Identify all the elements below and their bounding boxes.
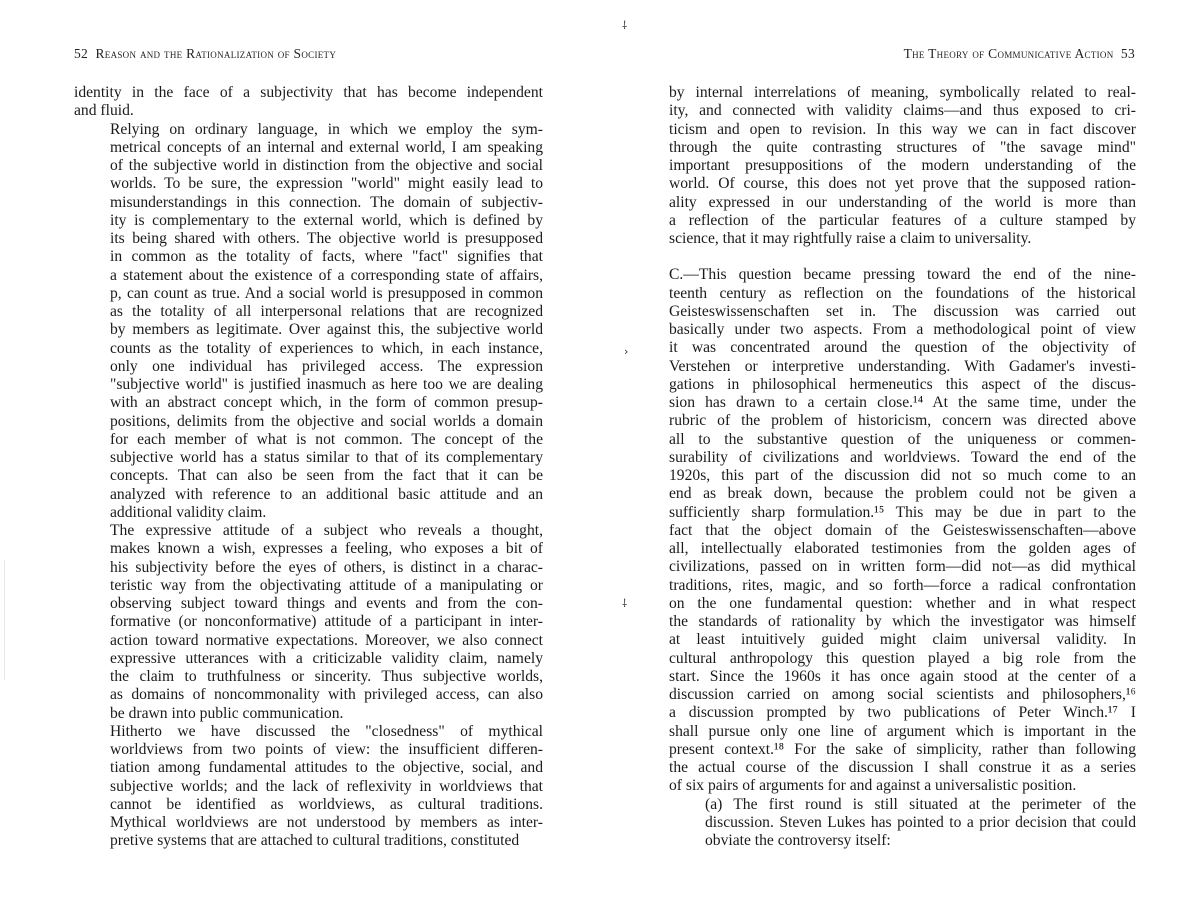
text-line: subjective worlds; and the lack of reflexivity in worldviews that	[110, 777, 543, 795]
text-line: Relying on ordinary language, in which we employ the sym-	[110, 120, 543, 138]
left-running-head	[74, 46, 336, 62]
text-line: gations in philosophical hermeneutics this aspect of the discus-	[669, 375, 1136, 393]
text-line: teristic way from the objectivating attitude of a manipulating or	[110, 576, 543, 594]
text-line: expressive utterances with a criticizable validity claim, namely	[110, 649, 543, 667]
text-line: be drawn into public communication.	[110, 704, 344, 722]
text-line: a reflection of the particular features of a culture stamped by	[669, 211, 1136, 229]
right-page	[600, 0, 1199, 899]
text-line: his subjectivity before the eyes of others, is distinct in a charac-	[110, 558, 543, 576]
paragraph	[669, 796, 1136, 851]
text-line: for each member of what is not common. The concept of the	[110, 430, 543, 448]
text-line: it was concentrated around the question of the objectivity of	[669, 339, 1136, 357]
paragraph	[74, 522, 543, 723]
left-page-number: 52	[74, 46, 89, 61]
text-line: only one individual has privileged access. The expression	[110, 357, 543, 375]
text-line: observing subject toward things and events and from the con-	[110, 595, 543, 612]
paragraph	[669, 84, 1136, 248]
text-line: worldviews from two points of view: the insufficient differen-	[110, 741, 543, 758]
text-line: important presuppositions of the modern understanding of the	[669, 157, 1136, 174]
text-line: science, that it may rightfully raise a claim to universality.	[669, 230, 1032, 247]
text-line: discussion. Steven Lukes has pointed to a prior decision that could	[705, 813, 1136, 831]
text-line: pretive systems that are attached to cultural traditions, constituted	[110, 832, 520, 850]
text-line: "subjective world" is justified inasmuch as here too we are dealing	[110, 376, 543, 393]
text-line: rubric of the problem of historicism, concern was directed above	[669, 412, 1136, 430]
paragraph	[669, 266, 1136, 795]
text-line: Hitherto we have discussed the "closedness" of mythical	[110, 722, 543, 740]
text-line: 1920s, this part of the discussion did not so much come to an	[669, 467, 1136, 484]
text-line: discussion carried on among social scientists and philosophers,¹⁶	[669, 686, 1136, 703]
text-line: by internal interrelations of meaning, symbolically related to real-	[669, 84, 1136, 101]
text-line: ity, and connected with validity claims—and thus exposed to cri-	[669, 102, 1136, 120]
text-line: obviate the controversy itself:	[705, 832, 891, 849]
text-line: Geisteswissenschaften set in. The discussion was carried out	[669, 302, 1136, 320]
text-line: as the totality of all interpersonal relations that are recognized	[110, 303, 543, 320]
text-line: present context.¹⁸ For the sake of simplicity, rather than following	[669, 740, 1136, 758]
text-line: metrical concepts of an internal and external world, I am speaking	[110, 138, 543, 156]
text-line: traditions, rites, magic, and so forth—force a radical confrontation	[669, 576, 1136, 594]
text-line: tiation among fundamental attitudes to the objective, social, and	[110, 759, 543, 777]
paragraph	[74, 84, 543, 121]
text-line: action toward normative expectations. Moreover, we also connect	[110, 631, 543, 649]
text-line: civilizations, passed on in written form—did not—as did mythical	[669, 558, 1136, 576]
text-line: and fluid.	[74, 102, 134, 120]
text-line: p, can count as true. And a social world is presupposed in common	[110, 284, 543, 302]
text-line: teenth century as reflection on the foundations of the historical	[669, 284, 1136, 302]
text-line: makes known a wish, expresses a feeling, who exposes a bit of	[110, 540, 543, 558]
text-line: at least intuitively guided might claim universal validity. In	[669, 631, 1136, 649]
paragraph	[74, 723, 543, 851]
text-line: cannot be identified as worldviews, as cultural traditions.	[110, 795, 543, 813]
right-running-title: The Theory of Communicative Action	[903, 46, 1114, 61]
text-line: end as break down, because the problem could not be given a	[669, 485, 1136, 503]
right-running-head	[904, 46, 1135, 62]
text-line: worlds. To be sure, the expression "world" might easily lead to	[110, 175, 543, 193]
text-line: as domains of noncommonality with privileged access, can also	[110, 686, 543, 704]
text-line: in common as the totality of facts, where "fact" signifies that	[110, 248, 543, 266]
text-line: the actual course of the discussion I shall construe it as a series	[669, 759, 1136, 776]
text-line: by members as legitimate. Over against this, the subjective world	[110, 321, 543, 339]
left-running-title: Reason and the Rationalization of Society	[95, 46, 337, 61]
text-line: on the one fundamental question: whether and in what respect	[669, 594, 1136, 612]
text-line: surability of civilizations and worldviews. Toward the end of the	[669, 448, 1136, 466]
text-line: the claim to truthfulness or sincerity. Thus subjective worlds,	[110, 668, 543, 685]
text-line: (a) The first round is still situated at the perimeter of the	[705, 795, 1136, 813]
text-line: cultural anthropology this question played a big role from the	[669, 649, 1136, 667]
text-line: a statement about the existence of a corresponding state of affairs,	[110, 266, 543, 284]
text-line: C.—This question became pressing toward the end of the nine-	[669, 266, 1136, 284]
text-line: subjective world has a status similar to that of its complementary	[110, 449, 543, 466]
text-line: sufficiently sharp formulation.¹⁵ This may be due in part to the	[669, 503, 1136, 521]
text-line: ity is complementary to the external world, which is defined by	[110, 211, 543, 229]
text-line: shall pursue only one line of argument which is important in the	[669, 722, 1136, 740]
text-line: world. Of course, this does not yet prove that the supposed ration-	[669, 175, 1136, 193]
text-line: additional validity claim.	[110, 503, 267, 521]
right-page-number: 53	[1120, 46, 1135, 61]
text-line: its being shared with others. The objective world is presupposed	[110, 230, 543, 247]
scan-edge-line	[4, 560, 5, 680]
margin-mark-top: ⸸	[622, 19, 628, 32]
text-line: basically under two aspects. From a methodological point of view	[669, 321, 1136, 338]
text-line: identity in the face of a subjectivity that has become independent	[74, 84, 543, 101]
text-line: Mythical worldviews are not understood by members as inter-	[110, 814, 543, 831]
text-line: analyzed with reference to an additional basic attitude and an	[110, 485, 543, 503]
text-line: of six pairs of arguments for and against a universalistic position.	[669, 777, 1077, 795]
margin-mark-middle: ›	[624, 345, 629, 358]
text-line: positions, delimits from the objective and social worlds a domain	[110, 412, 543, 430]
text-line: fact that the object domain of the Geisteswissenschaften—above	[669, 521, 1136, 539]
text-line: counts as the totality of experiences to which, in each instance,	[110, 339, 543, 357]
paragraph	[74, 121, 543, 523]
text-line: sion has drawn to a certain close.¹⁴ At the same time, under the	[669, 394, 1136, 411]
text-line: through the quite contrasting structures of "the savage mind"	[669, 138, 1136, 156]
text-line: all to the substantive question of the uniqueness or commen-	[669, 430, 1136, 448]
left-body-text	[74, 84, 543, 851]
text-line: The expressive attitude of a subject who reveals a thought,	[110, 522, 543, 539]
text-line: formative (or nonconformative) attitude of a participant in inter-	[110, 613, 543, 631]
text-line: a discussion prompted by two publications of Peter Winch.¹⁷ I	[669, 704, 1136, 722]
text-line: ticism and open to revision. In this way we can in fact discover	[669, 120, 1136, 138]
text-line: with an abstract concept which, in the form of common presup-	[110, 394, 543, 412]
right-body-text	[669, 84, 1136, 850]
text-line: all, intellectually elaborated testimonies from the golden ages of	[669, 540, 1136, 557]
text-line: start. Since the 1960s it has once again stood at the center of a	[669, 667, 1136, 685]
text-line: of the subjective world in distinction from the objective and social	[110, 157, 543, 174]
margin-mark-lower: ⸸	[622, 597, 628, 610]
text-line: misunderstandings in this connection. The domain of subjectiv-	[110, 193, 543, 211]
text-line: concepts. That can also be seen from the fact that it can be	[110, 467, 543, 485]
text-line: Verstehen or interpretive understanding. With Gadamer's investi-	[669, 357, 1136, 375]
text-line: ality expressed in our understanding of the world is more than	[669, 193, 1136, 211]
text-line: the standards of rationality by which the investigator was himself	[669, 613, 1136, 630]
